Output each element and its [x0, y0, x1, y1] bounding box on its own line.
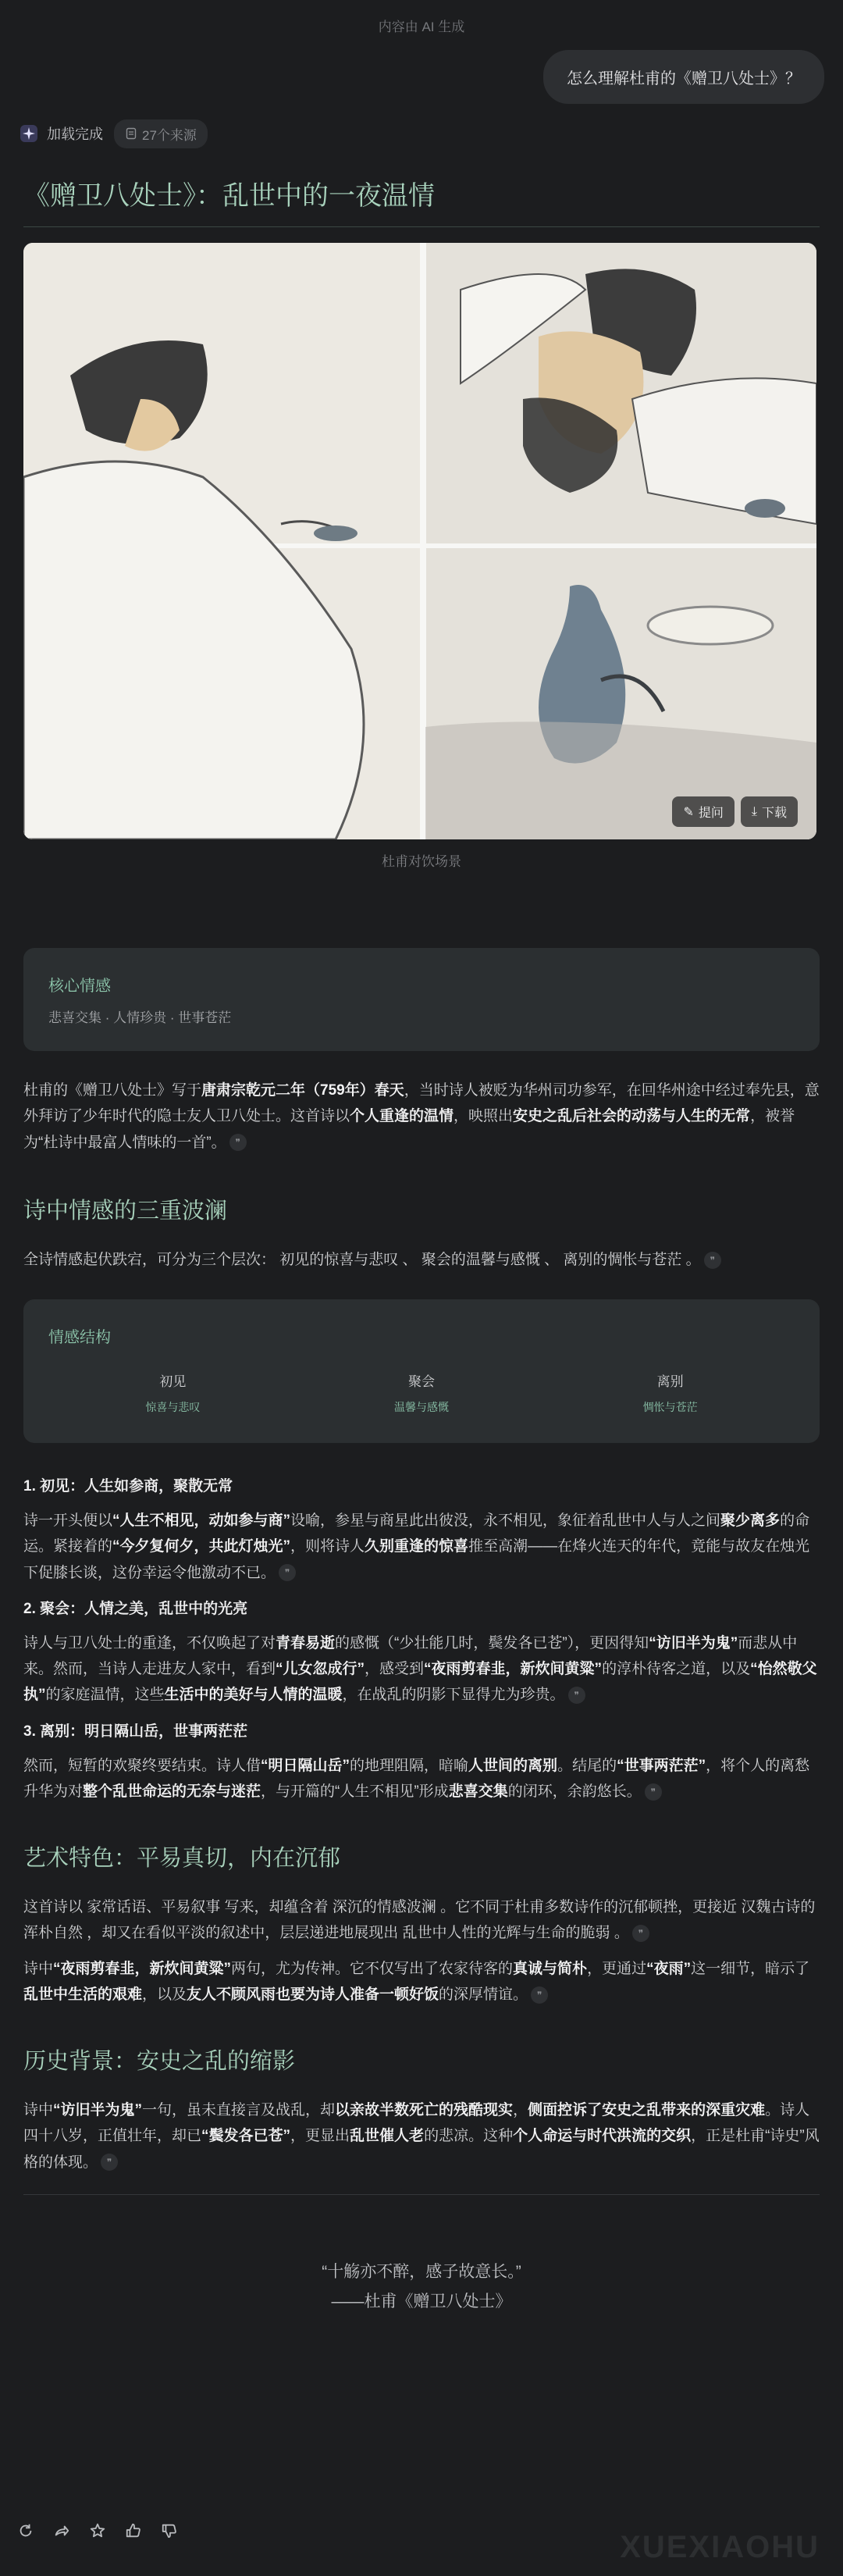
- citation-icon[interactable]: ❞: [632, 1925, 649, 1942]
- structure-desc: 温馨与感慨: [394, 1401, 449, 1413]
- image-download-label: 下载: [761, 807, 787, 820]
- status-row: [0, 119, 843, 148]
- structure-title: 情感结构: [48, 1329, 111, 1346]
- divider: [23, 2194, 820, 2195]
- generated-image[interactable]: [23, 243, 816, 839]
- structure-label: 初见: [159, 1374, 187, 1389]
- answer-title: 《赠卫八处士》：乱世中的一夜温情: [23, 174, 820, 227]
- citation-icon[interactable]: ❞: [229, 1134, 247, 1151]
- image-actions: [672, 796, 798, 827]
- closing-quote: [23, 2257, 820, 2317]
- core-emotion-card: [23, 948, 820, 1051]
- part1-heading: 1. 初见：人生如参商，聚散无常: [23, 1478, 233, 1495]
- thumbs-up-icon[interactable]: [123, 2521, 144, 2541]
- waves-paragraph: 全诗情感起伏跌宕，可分为三个层次： 初见的惊喜与悲叹 、 聚会的温馨与感慨 、 离别的惆怅与苍茫 。 ❞: [23, 1247, 820, 1273]
- message-actions: [16, 2521, 180, 2541]
- status-label: 加载完成: [47, 126, 103, 142]
- image-ask-button[interactable]: [672, 796, 734, 827]
- structure-columns: [48, 1370, 795, 1415]
- part1-paragraph: 诗一开头便以“人生不相见，动如参与商”设喻，参星与商星此出彼没，永不相见，象征着乱世中人与人之间聚少离多的命运。紧接着的“今夕复何夕，共此灯烛光”，则将诗人久别重逢的惊喜推至高潮——在烽火连天的年代，竟能与故友在烛光下促膝长谈，这份幸运令他激动不已。 ❞: [23, 1512, 810, 1581]
- user-message-row: [0, 50, 843, 104]
- structure-column: [48, 1370, 297, 1415]
- part3-heading: 3. 离别：明日隔山岳，世事两茫茫: [23, 1723, 248, 1740]
- core-emotion-title: 核心情感: [48, 978, 111, 995]
- part2-heading: 2. 聚会：人情之美，乱世中的光亮: [23, 1600, 248, 1617]
- image-ask-label: 提问: [698, 807, 724, 820]
- refresh-icon[interactable]: [16, 2521, 36, 2541]
- emotion-structure-card: [23, 1299, 820, 1443]
- structure-desc: 惆怅与苍茫: [642, 1401, 698, 1413]
- ai-notice: 内容由 AI 生成: [378, 20, 465, 34]
- ink-painting-illustration: [23, 243, 816, 839]
- user-question-bubble: 怎么理解杜甫的《赠卫八处士》？: [543, 50, 824, 104]
- art-paragraph-1: 这首诗以 家常话语、平易叙事 写来，却蕴含着 深沉的情感波澜 。它不同于杜甫多数诗作的沉郁顿挫，更接近 汉魏古诗的浑朴自然 ，却又在看似平淡的叙述中，层层递进地展现出 乱世中人性的光辉与生命的脆弱 。 ❞: [23, 1899, 816, 1942]
- star-icon[interactable]: [87, 2521, 108, 2541]
- intro-paragraph: 杜甫的《赠卫八处士》写于唐肃宗乾元二年（759年）春天，当时诗人被贬为华州司功参军，在回华州途中经过奉先县，意外拜访了少年时代的隐士友人卫八处士。这首诗以个人重逢的温情，映照出安史之乱后社会的动荡与人生的无常，被誉为“杜诗中最富人情味的一首”。 ❞: [23, 1082, 820, 1151]
- image-download-button[interactable]: [741, 796, 798, 827]
- part2-paragraph: 诗人与卫八处士的重逢，不仅唤起了对青春易逝的感慨（“少壮能几时，鬓发各已苍”），更因得知“访旧半为鬼”而悲从中来。然而，当诗人走进友人家中，看到“儿女忽成行”，感受到“夜雨剪春韭，新炊间黄粱”的淳朴待客之道，以及“怡然敬父执”的家庭温情，这些生活中的美好与人情的温暖，在战乱的阴影下显得尤为珍贵。 ❞: [23, 1634, 817, 1704]
- citation-icon[interactable]: ❞: [704, 1252, 721, 1269]
- section-heading-waves: 诗中情感的三重波澜: [23, 1196, 228, 1224]
- sources-button[interactable]: [114, 119, 208, 148]
- history-paragraph: 诗中“访旧半为鬼”一句，虽未直接言及战乱，却以亲故半数死亡的残酷现实，侧面控诉了安史之乱带来的深重灾难。诗人四十八岁，正值壮年，却已“鬓发各已苍”，更显出乱世催人老的悲凉。这种个人命运与时代洪流的交织，正是杜甫“诗史”风格的体现。 ❞: [23, 2102, 820, 2171]
- core-emotion-subtitle: 悲喜交集 · 人情珍贵 · 世事苍茫: [48, 1010, 232, 1025]
- structure-desc: 惊喜与悲叹: [145, 1401, 201, 1413]
- citation-icon[interactable]: ❞: [531, 1986, 548, 2004]
- quote-line: “十觞亦不醉，感子故意长。”: [322, 2262, 521, 2281]
- thumbs-down-icon[interactable]: [159, 2521, 180, 2541]
- part3-paragraph: 然而，短暂的欢聚终要结束。诗人借“明日隔山岳”的地理阻隔，暗喻人世间的离别。结尾的“世事两茫茫”，将个人的离愁升华为对整个乱世命运的无奈与迷茫，与开篇的“人生不相见”形成悲喜交集的闭环，余韵悠长。 ❞: [23, 1757, 810, 1800]
- structure-column: [546, 1370, 795, 1415]
- citation-icon[interactable]: ❞: [101, 2154, 118, 2171]
- download-icon: ⤓: [751, 804, 757, 818]
- image-caption: 杜甫对饮场景: [382, 854, 461, 869]
- structure-label: 聚会: [408, 1374, 435, 1389]
- section-heading-art: 艺术特色：平易真切，内在沉郁: [23, 1844, 341, 1871]
- citation-icon[interactable]: ❞: [568, 1687, 585, 1704]
- sources-count: 27个来源: [142, 127, 197, 143]
- structure-label: 离别: [656, 1374, 684, 1389]
- document-icon: [125, 127, 137, 140]
- structure-column: [297, 1370, 546, 1415]
- citation-icon[interactable]: ❞: [279, 1564, 296, 1581]
- art-paragraph-2: 诗中“夜雨剪春韭，新炊间黄粱”两句，尤为传神。它不仅写出了农家待客的真诚与简朴，更通过“夜雨”这一细节，暗示了乱世中生活的艰难，以及友人不顾风雨也要为诗人准备一顿好饭的深厚情谊。 ❞: [23, 1960, 810, 2003]
- quote-attribution: ——杜甫《赠卫八处士》: [331, 2292, 512, 2311]
- citation-icon[interactable]: ❞: [645, 1783, 662, 1801]
- ask-icon: ✎: [683, 805, 694, 819]
- section-heading-history: 历史背景：安史之乱的缩影: [23, 2047, 296, 2074]
- ai-sparkle-icon: [19, 123, 39, 144]
- share-icon[interactable]: [52, 2521, 72, 2541]
- watermark: XUEXIAOHU: [620, 2530, 820, 2564]
- answer-content: [0, 174, 843, 2316]
